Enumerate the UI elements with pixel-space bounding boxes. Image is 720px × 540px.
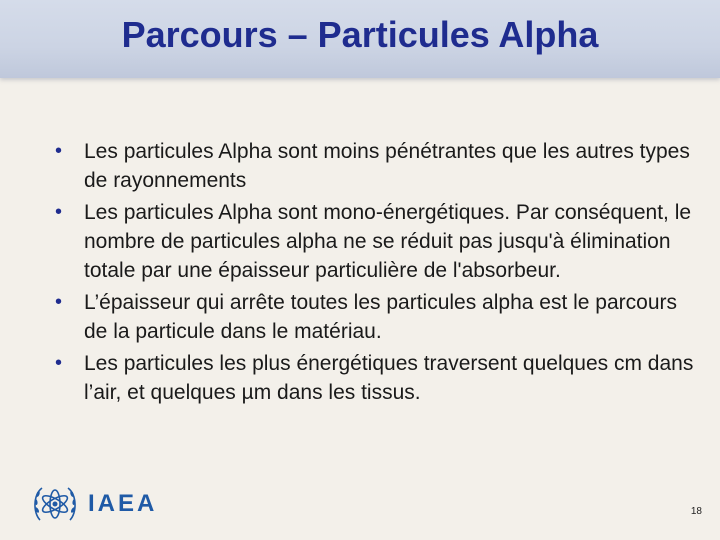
bullet-marker: • bbox=[55, 352, 63, 374]
iaea-logo-text: IAEA bbox=[88, 490, 158, 517]
bullet-text: L’épaisseur qui arrête toutes les particules alpha est le parcours de la particule dans le matériau. bbox=[84, 291, 678, 343]
bullet-item bbox=[55, 349, 695, 407]
bullet-text: Les particules les plus énergétiques traversent quelques cm dans l’air, et quelques µm dans les tissus. bbox=[84, 352, 694, 404]
bullet-item bbox=[55, 198, 695, 285]
bullet-marker: • bbox=[55, 140, 63, 162]
page-number: 18 bbox=[690, 506, 702, 517]
title-band bbox=[0, 0, 720, 78]
bullet-marker: • bbox=[55, 291, 63, 313]
iaea-logo bbox=[30, 480, 160, 528]
bullet-item bbox=[55, 288, 695, 346]
atom-laurel-emblem-icon bbox=[30, 480, 80, 528]
bullet-text: Les particules Alpha sont mono-énergétiques. Par conséquent, le nombre de particules alpha ne se réduit pas jusqu'à élimination totale par une épaisseur particulière de l'absorbeur. bbox=[84, 201, 692, 282]
bullet-list bbox=[55, 137, 695, 410]
bullet-marker: • bbox=[55, 201, 63, 223]
slide-title: Parcours – Particules Alpha bbox=[121, 14, 599, 55]
bullet-item bbox=[55, 137, 695, 195]
bullet-text: Les particules Alpha sont moins pénétrantes que les autres types de rayonnements bbox=[84, 140, 690, 192]
